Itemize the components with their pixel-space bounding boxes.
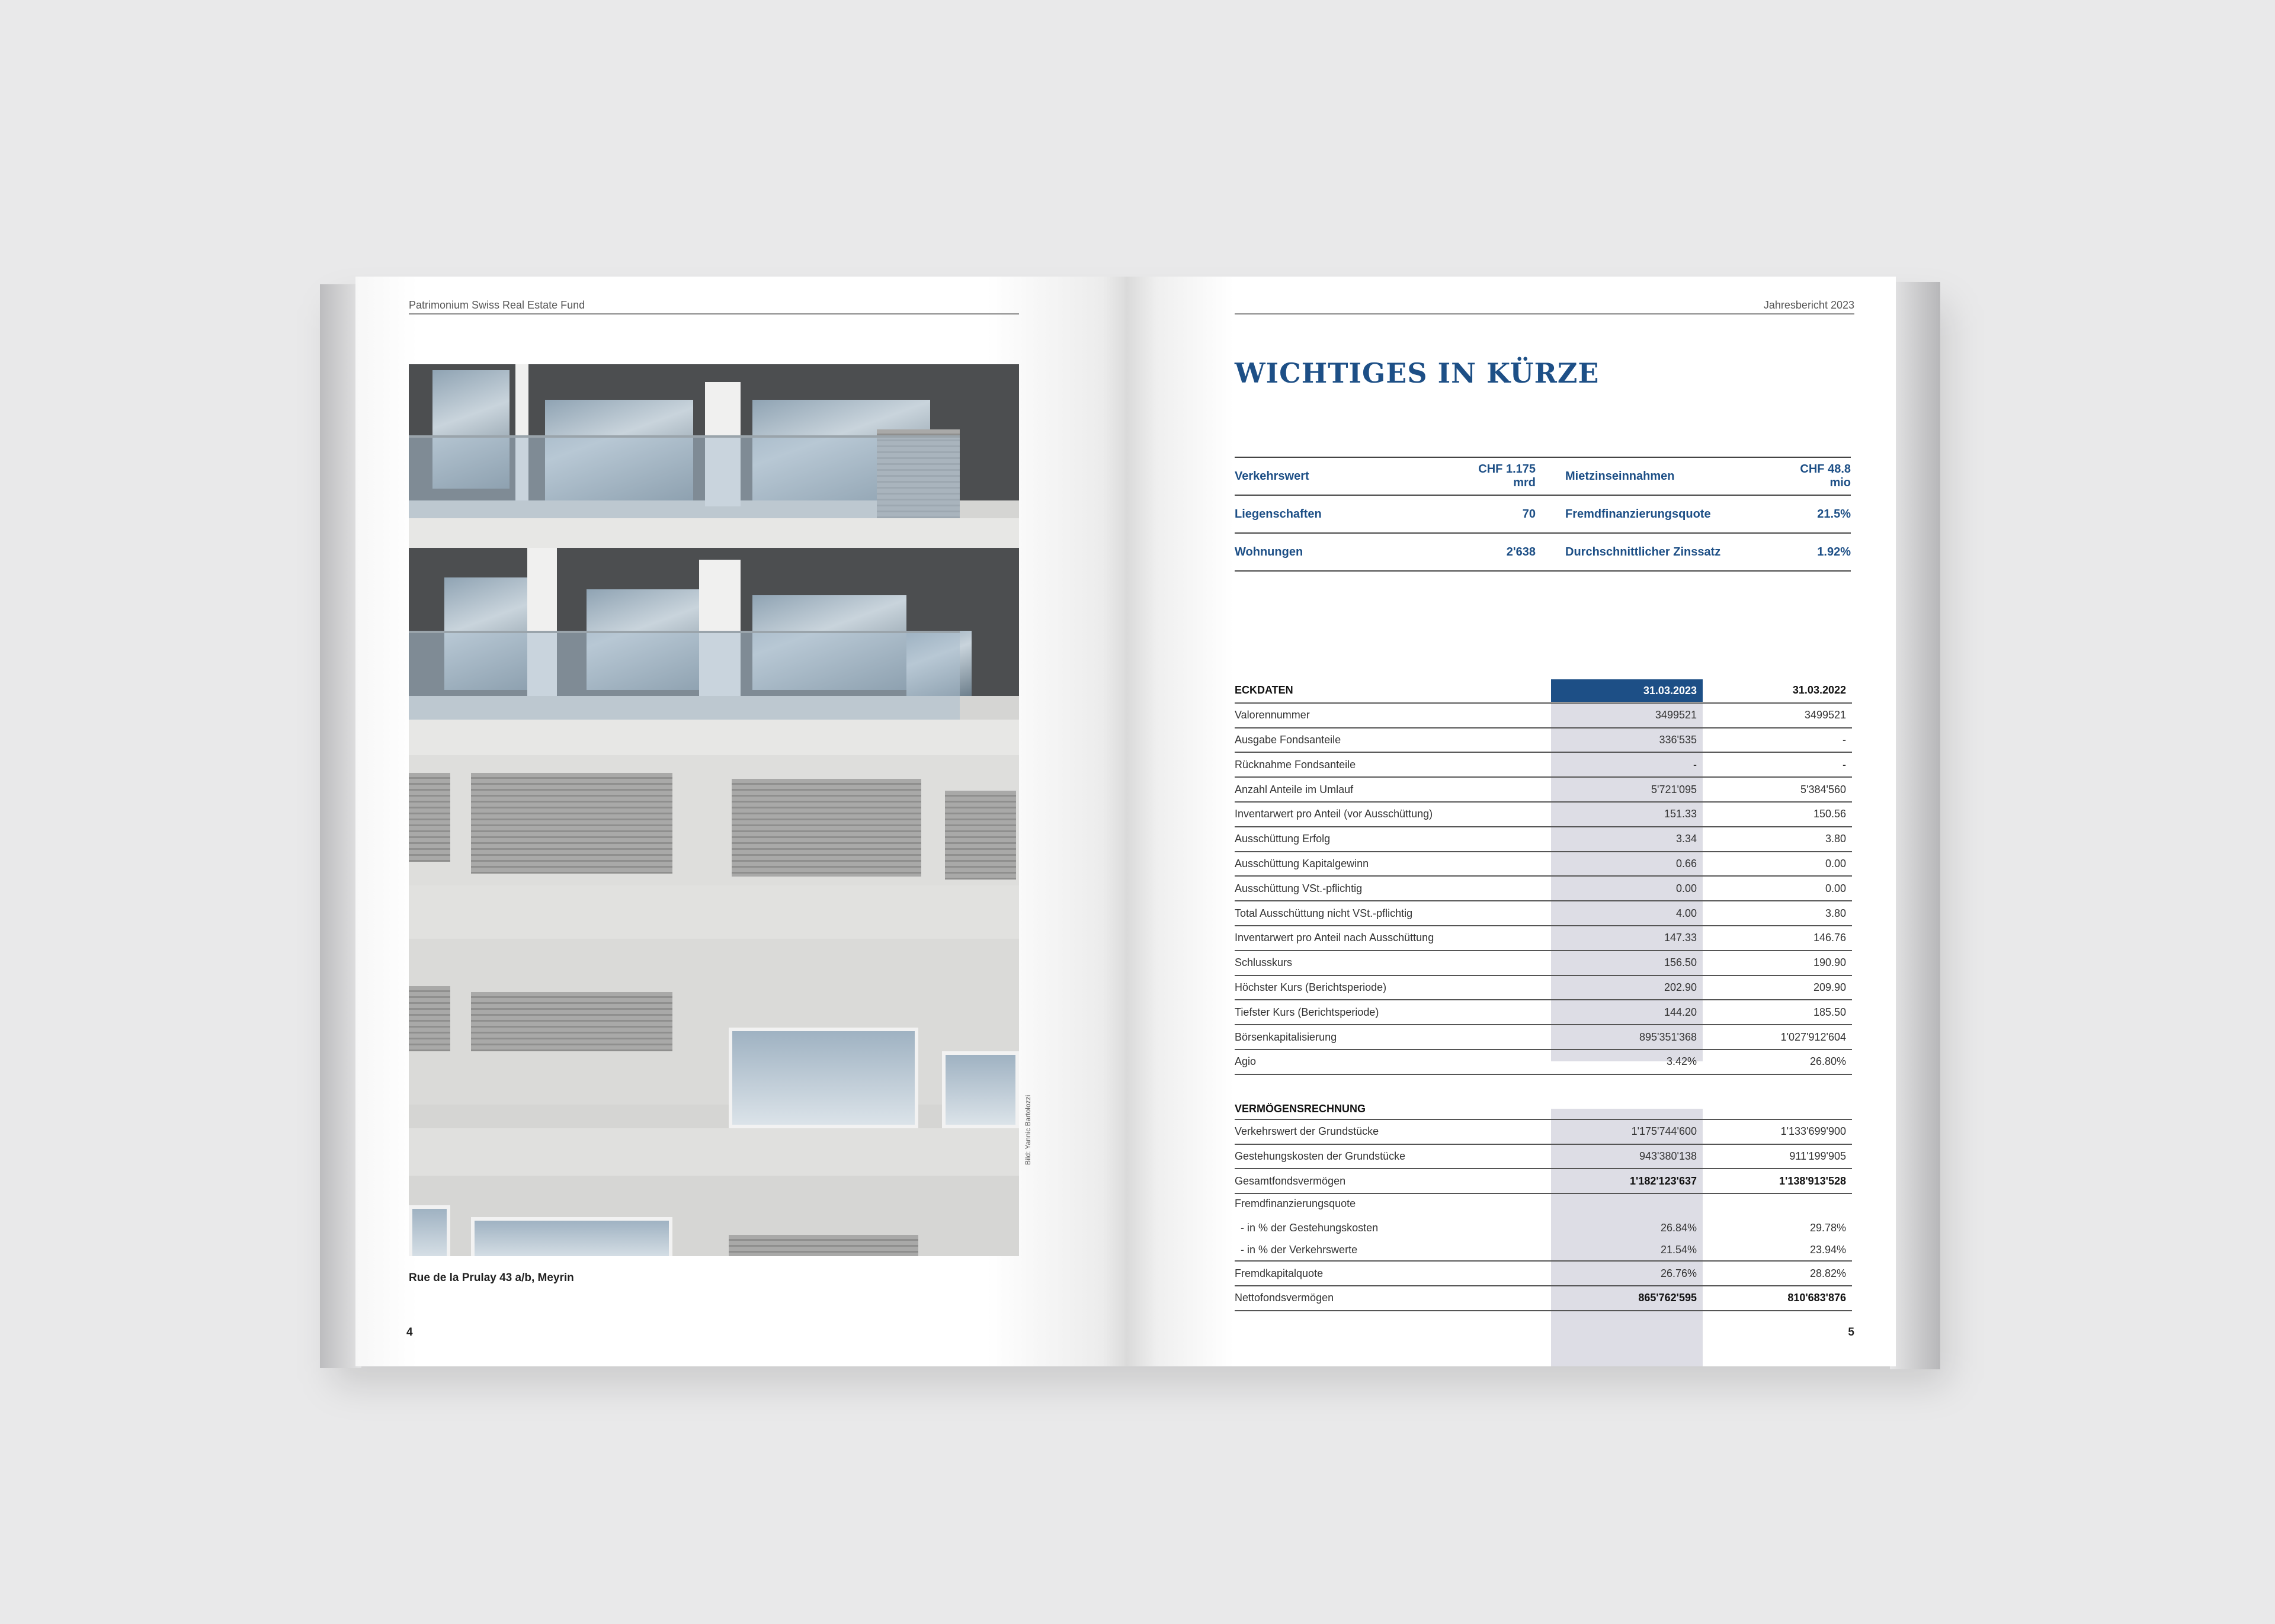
photo-credit: Bild: Yannic Bartolozzi (1024, 1095, 1032, 1165)
table-row: Inventarwert pro Anteil nach Ausschüttung 147.33 146.76 (1235, 926, 1852, 951)
page-number-left: 4 (406, 1326, 413, 1339)
right-page (1126, 277, 1896, 1366)
table-row: Gestehungskosten der Grundstücke 943'380'138 911'199'905 (1235, 1145, 1852, 1170)
table-row: Verkehrswert der Grundstücke 1'175'744'600 1'133'699'900 (1235, 1120, 1852, 1145)
header-rule-right (1235, 313, 1854, 314)
table-row: Ausschüttung VSt.-pflichtig 0.00 0.00 (1235, 877, 1852, 901)
page-stack-right (1890, 282, 1940, 1369)
table-row: Höchster Kurs (Berichtsperiode) 202.90 209.90 (1235, 976, 1852, 1001)
table-row: Ausschüttung Erfolg 3.34 3.80 (1235, 827, 1852, 852)
table-row: Tiefster Kurs (Berichtsperiode) 144.20 185.50 (1235, 1000, 1852, 1025)
table-row: Fremdfinanzierungsquote - in % der Gestehungskosten 26.84% 29.78% - in % der Verkehrswerte 21.54% 23.94% (1235, 1194, 1852, 1262)
table-header-row: ECKDATEN 31.03.2023 31.03.2022 (1235, 679, 1852, 704)
table-row: Valorennummer 3499521 3499521 (1235, 704, 1852, 728)
photo-caption: Rue de la Prulay 43 a/b, Meyrin (409, 1272, 574, 1284)
table-row: Ausschüttung Kapitalgewinn 0.66 0.00 (1235, 852, 1852, 877)
table-row: Gesamtfondsvermögen 1'182'123'637 1'138'913'528 (1235, 1169, 1852, 1194)
table-row: Schlusskurs 156.50 190.90 (1235, 951, 1852, 976)
table-row: Anzahl Anteile im Umlauf 5'721'095 5'384'560 (1235, 778, 1852, 803)
page-title: WICHTIGES IN KÜRZE (1235, 357, 1600, 389)
table-row: Nettofondsvermögen 865'762'595 810'683'876 (1235, 1286, 1852, 1311)
left-page (355, 277, 1126, 1366)
table-row: Rücknahme Fondsanteile - - (1235, 753, 1852, 778)
building-photo (409, 364, 1019, 1256)
page-number-right: 5 (1848, 1326, 1854, 1339)
key-figures-table (1235, 457, 1851, 572)
table-row: Ausgabe Fondsanteile 336'535 - (1235, 728, 1852, 753)
table-row: Börsenkapitalisierung 895'351'368 1'027'912'604 (1235, 1025, 1852, 1050)
table-row: Inventarwert pro Anteil (vor Ausschüttung) 151.33 150.56 (1235, 803, 1852, 827)
table-row: Agio 3.42% 26.80% (1235, 1050, 1852, 1075)
table-row: Total Ausschüttung nicht VSt.-pflichtig 4.00 3.80 (1235, 901, 1852, 926)
header-rule (409, 313, 1019, 314)
key-figure-row: Wohnungen 2'638 Durchschnittlicher Zinssatz 1.92% (1235, 534, 1851, 572)
table-row: Fremdkapitalquote 26.76% 28.82% (1235, 1262, 1852, 1286)
running-head-right: Jahresbericht 2023 (1763, 299, 1854, 311)
key-figure-row: Liegenschaften 70 Fremdfinanzierungsquote 21.5% (1235, 496, 1851, 534)
section-title: VERMÖGENSRECHNUNG (1235, 1096, 1852, 1120)
key-figure-row: Verkehrswert CHF 1.175 mrd Mietzinseinnahmen CHF 48.8 mio (1235, 458, 1851, 496)
eckdaten-table (1235, 679, 1852, 1311)
running-head-left: Patrimonium Swiss Real Estate Fund (409, 299, 585, 311)
